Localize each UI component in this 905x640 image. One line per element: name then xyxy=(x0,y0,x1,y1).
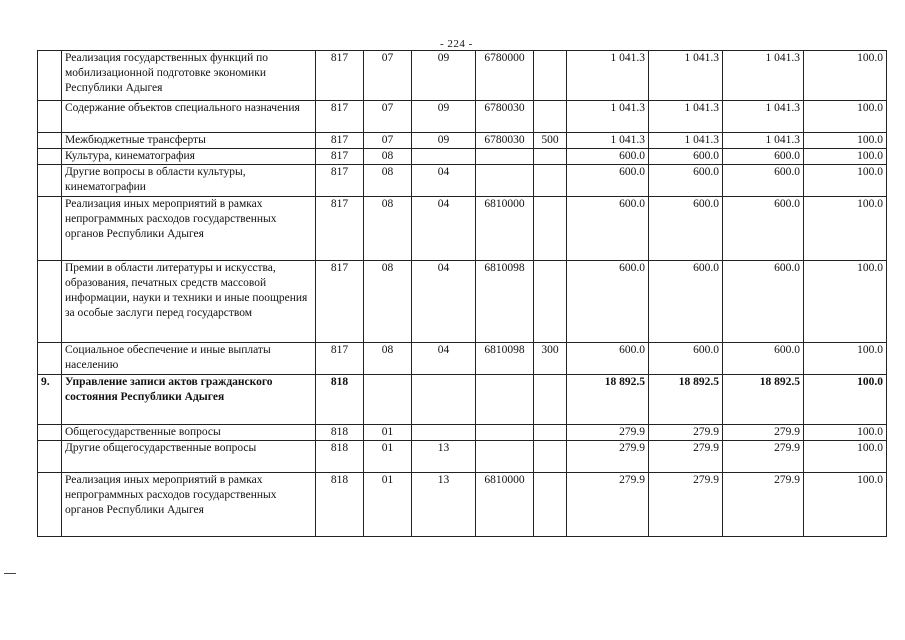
execution-percent: 100.0 xyxy=(804,51,887,101)
execution-percent: 100.0 xyxy=(804,343,887,375)
row-index xyxy=(38,149,62,165)
expense-name: Культура, кинематография xyxy=(62,149,316,165)
subsection-code: 04 xyxy=(412,343,476,375)
row-index xyxy=(38,165,62,197)
expense-name: Премии в области литературы и искусства, образования, печатных средств массовой информации, науки и техники и иные поощрения за особые заслуги перед государством xyxy=(62,261,316,343)
amount-plan: 1 041.3 xyxy=(567,133,649,149)
row-index xyxy=(38,441,62,473)
grbs-code: 817 xyxy=(316,149,364,165)
subsection-code: 09 xyxy=(412,133,476,149)
table-row xyxy=(38,425,887,441)
section-code: 08 xyxy=(364,261,412,343)
subsection-code: 13 xyxy=(412,473,476,537)
expense-type-code xyxy=(534,441,567,473)
expense-name: Общегосударственные вопросы xyxy=(62,425,316,441)
row-index xyxy=(38,425,62,441)
amount-executed: 279.9 xyxy=(723,425,804,441)
section-code: 08 xyxy=(364,197,412,261)
grbs-code: 817 xyxy=(316,343,364,375)
amount-executed: 279.9 xyxy=(723,441,804,473)
scan-edge-mark xyxy=(4,573,16,574)
subsection-code: 04 xyxy=(412,165,476,197)
expense-type-code: 300 xyxy=(534,343,567,375)
target-article-code: 6810000 xyxy=(476,473,534,537)
amount-executed: 600.0 xyxy=(723,343,804,375)
target-article-code xyxy=(476,149,534,165)
subsection-code: 09 xyxy=(412,51,476,101)
section-code: 01 xyxy=(364,425,412,441)
amount-plan: 279.9 xyxy=(567,441,649,473)
subsection-code xyxy=(412,149,476,165)
amount-plan: 600.0 xyxy=(567,343,649,375)
target-article-code xyxy=(476,425,534,441)
target-article-code xyxy=(476,375,534,425)
grbs-code: 818 xyxy=(316,441,364,473)
row-index xyxy=(38,51,62,101)
grbs-code: 817 xyxy=(316,51,364,101)
table-row xyxy=(38,101,887,133)
grbs-code: 817 xyxy=(316,165,364,197)
amount-executed: 1 041.3 xyxy=(723,101,804,133)
amount-plan: 1 041.3 xyxy=(567,51,649,101)
amount-plan: 600.0 xyxy=(567,149,649,165)
grbs-code: 817 xyxy=(316,197,364,261)
target-article-code: 6810098 xyxy=(476,261,534,343)
expense-name: Межбюджетные трансферты xyxy=(62,133,316,149)
grbs-code: 817 xyxy=(316,101,364,133)
execution-percent: 100.0 xyxy=(804,425,887,441)
expense-type-code xyxy=(534,375,567,425)
subsection-code: 04 xyxy=(412,261,476,343)
amount-refined: 1 041.3 xyxy=(649,133,723,149)
grbs-code: 818 xyxy=(316,375,364,425)
expense-type-code xyxy=(534,165,567,197)
amount-executed: 600.0 xyxy=(723,149,804,165)
section-code: 07 xyxy=(364,101,412,133)
subsection-code: 09 xyxy=(412,101,476,133)
execution-percent: 100.0 xyxy=(804,149,887,165)
amount-refined: 600.0 xyxy=(649,165,723,197)
section-code: 01 xyxy=(364,441,412,473)
target-article-code: 6780030 xyxy=(476,101,534,133)
expense-type-code: 500 xyxy=(534,133,567,149)
row-index xyxy=(38,261,62,343)
amount-refined: 1 041.3 xyxy=(649,101,723,133)
subsection-code: 13 xyxy=(412,441,476,473)
expense-name: Реализация иных мероприятий в рамках непрограммных расходов государственных органов Республики Адыгея xyxy=(62,197,316,261)
section-code: 08 xyxy=(364,343,412,375)
target-article-code: 6780030 xyxy=(476,133,534,149)
amount-plan: 18 892.5 xyxy=(567,375,649,425)
amount-executed: 18 892.5 xyxy=(723,375,804,425)
execution-percent: 100.0 xyxy=(804,133,887,149)
grbs-code: 817 xyxy=(316,133,364,149)
table-row xyxy=(38,441,887,473)
expense-type-code xyxy=(534,261,567,343)
page-number: - 224 - xyxy=(440,38,473,50)
execution-percent: 100.0 xyxy=(804,197,887,261)
amount-plan: 1 041.3 xyxy=(567,101,649,133)
amount-plan: 279.9 xyxy=(567,425,649,441)
expense-name: Другие общегосударственные вопросы xyxy=(62,441,316,473)
expense-type-code xyxy=(534,425,567,441)
subsection-code xyxy=(412,425,476,441)
table-row xyxy=(38,149,887,165)
expense-name: Содержание объектов специального назначения xyxy=(62,101,316,133)
amount-refined: 1 041.3 xyxy=(649,51,723,101)
amount-plan: 279.9 xyxy=(567,473,649,537)
amount-executed: 279.9 xyxy=(723,473,804,537)
section-code: 08 xyxy=(364,149,412,165)
row-index xyxy=(38,343,62,375)
table-row xyxy=(38,165,887,197)
target-article-code: 6810000 xyxy=(476,197,534,261)
expense-type-code xyxy=(534,197,567,261)
amount-refined: 279.9 xyxy=(649,425,723,441)
amount-refined: 600.0 xyxy=(649,197,723,261)
row-index xyxy=(38,101,62,133)
target-article-code: 6810098 xyxy=(476,343,534,375)
execution-percent: 100.0 xyxy=(804,261,887,343)
table-row xyxy=(38,51,887,101)
budget-table xyxy=(37,50,887,537)
row-index: 9. xyxy=(38,375,62,425)
expense-name: Управление записи актов гражданского состояния Республики Адыгея xyxy=(62,375,316,425)
amount-refined: 600.0 xyxy=(649,261,723,343)
table-row-section-header xyxy=(38,375,887,425)
amount-executed: 1 041.3 xyxy=(723,133,804,149)
section-code: 08 xyxy=(364,165,412,197)
grbs-code: 817 xyxy=(316,261,364,343)
section-code xyxy=(364,375,412,425)
expense-type-code xyxy=(534,149,567,165)
execution-percent: 100.0 xyxy=(804,473,887,537)
expense-type-code xyxy=(534,51,567,101)
section-code: 07 xyxy=(364,133,412,149)
grbs-code: 818 xyxy=(316,473,364,537)
expense-name: Другие вопросы в области культуры, кинематографии xyxy=(62,165,316,197)
row-index xyxy=(38,133,62,149)
subsection-code: 04 xyxy=(412,197,476,261)
expense-type-code xyxy=(534,473,567,537)
amount-plan: 600.0 xyxy=(567,197,649,261)
amount-refined: 600.0 xyxy=(649,149,723,165)
amount-executed: 600.0 xyxy=(723,197,804,261)
expense-name: Социальное обеспечение и иные выплаты населению xyxy=(62,343,316,375)
table-row xyxy=(38,133,887,149)
section-code: 07 xyxy=(364,51,412,101)
target-article-code xyxy=(476,441,534,473)
expense-name: Реализация иных мероприятий в рамках непрограммных расходов государственных органов Республики Адыгея xyxy=(62,473,316,537)
row-index xyxy=(38,473,62,537)
amount-refined: 18 892.5 xyxy=(649,375,723,425)
expense-type-code xyxy=(534,101,567,133)
grbs-code: 818 xyxy=(316,425,364,441)
amount-executed: 1 041.3 xyxy=(723,51,804,101)
execution-percent: 100.0 xyxy=(804,165,887,197)
amount-refined: 279.9 xyxy=(649,473,723,537)
section-code: 01 xyxy=(364,473,412,537)
expense-name: Реализация государственных функций по мобилизационной подготовке экономики Республики Адыгея xyxy=(62,51,316,101)
row-index xyxy=(38,197,62,261)
table-row xyxy=(38,473,887,537)
table-row xyxy=(38,261,887,343)
target-article-code: 6780000 xyxy=(476,51,534,101)
execution-percent: 100.0 xyxy=(804,101,887,133)
amount-executed: 600.0 xyxy=(723,261,804,343)
amount-executed: 600.0 xyxy=(723,165,804,197)
subsection-code xyxy=(412,375,476,425)
table-row xyxy=(38,343,887,375)
amount-plan: 600.0 xyxy=(567,165,649,197)
execution-percent: 100.0 xyxy=(804,375,887,425)
amount-refined: 279.9 xyxy=(649,441,723,473)
amount-refined: 600.0 xyxy=(649,343,723,375)
amount-plan: 600.0 xyxy=(567,261,649,343)
execution-percent: 100.0 xyxy=(804,441,887,473)
target-article-code xyxy=(476,165,534,197)
table-row xyxy=(38,197,887,261)
